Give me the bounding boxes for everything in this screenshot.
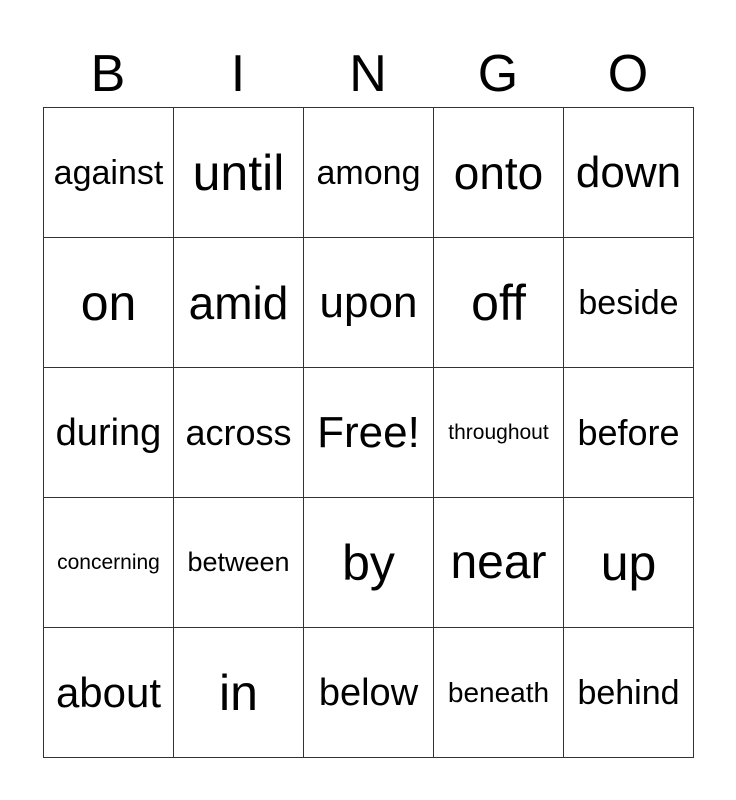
bingo-cell-r5-c3[interactable]: [304, 628, 434, 758]
bingo-cell-r3-c5[interactable]: [564, 368, 694, 498]
bingo-cell-label: amid: [188, 276, 289, 329]
free-space-cell[interactable]: [304, 368, 434, 498]
bingo-cell-r3-c4[interactable]: [434, 368, 564, 498]
bingo-cell-r5-c5[interactable]: [564, 628, 694, 758]
bingo-cell-r2-c4[interactable]: [434, 238, 564, 368]
bingo-cell-label: onto: [453, 146, 544, 199]
bingo-cell-label: on: [80, 274, 137, 331]
bingo-cell-r1-c3[interactable]: [304, 108, 434, 238]
bingo-cell-label: upon: [319, 277, 418, 327]
header-letter-n: N: [349, 45, 387, 103]
bingo-cell-label: until: [192, 144, 285, 201]
bingo-cell-label: up: [600, 534, 657, 591]
header-letter-o: O: [607, 45, 649, 103]
bingo-cell-label: concerning: [57, 551, 160, 574]
bingo-cell-r2-c3[interactable]: [304, 238, 434, 368]
bingo-cell-r1-c5[interactable]: [564, 108, 694, 238]
bingo-cell-r2-c2[interactable]: [174, 238, 304, 368]
bingo-cell-label: by: [342, 534, 395, 591]
bingo-cell-r4-c2[interactable]: [174, 498, 304, 628]
bingo-cell-r1-c1[interactable]: [44, 108, 174, 238]
bingo-cell-r2-c5[interactable]: [564, 238, 694, 368]
bingo-board: [43, 107, 694, 758]
bingo-cell-r4-c1[interactable]: [44, 498, 174, 628]
bingo-cell-r4-c5[interactable]: [564, 498, 694, 628]
bingo-header: [43, 40, 693, 108]
bingo-cell-label: below: [318, 671, 419, 714]
bingo-cell-label: off: [471, 274, 526, 331]
bingo-cell-r4-c3[interactable]: [304, 498, 434, 628]
bingo-cell-label: about: [55, 668, 162, 716]
bingo-cell-label: throughout: [448, 421, 549, 444]
bingo-cell-label: beneath: [447, 676, 550, 708]
bingo-cell-r3-c2[interactable]: [174, 368, 304, 498]
bingo-cell-label: before: [577, 411, 680, 453]
bingo-cell-label: Free!: [317, 407, 420, 457]
bingo-cell-label: among: [316, 153, 421, 192]
bingo-cell-label: beside: [578, 283, 679, 322]
bingo-cell-r1-c2[interactable]: [174, 108, 304, 238]
bingo-cell-label: down: [575, 147, 682, 197]
bingo-cell-label: near: [450, 535, 547, 589]
bingo-cell-r5-c1[interactable]: [44, 628, 174, 758]
bingo-cell-label: in: [219, 664, 258, 721]
header-letter-b: B: [90, 45, 126, 103]
bingo-cell-r2-c1[interactable]: [44, 238, 174, 368]
bingo-cell-label: during: [55, 411, 162, 454]
bingo-cell-label: across: [185, 411, 292, 453]
bingo-cell-label: between: [187, 547, 290, 577]
bingo-cell-r1-c4[interactable]: [434, 108, 564, 238]
bingo-cell-r5-c4[interactable]: [434, 628, 564, 758]
bingo-cell-r3-c1[interactable]: [44, 368, 174, 498]
bingo-cell-r4-c4[interactable]: [434, 498, 564, 628]
bingo-cell-r5-c2[interactable]: [174, 628, 304, 758]
bingo-cell-label: against: [53, 153, 164, 192]
header-letter-i: I: [230, 45, 246, 103]
header-letter-g: G: [477, 45, 519, 103]
bingo-cell-label: behind: [577, 673, 680, 712]
